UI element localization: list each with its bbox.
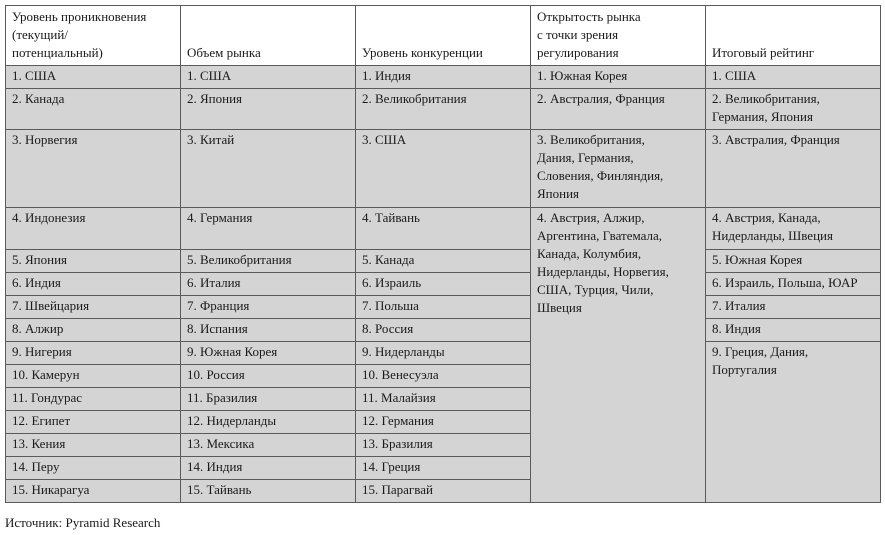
cell: 1. Южная Корея [531, 66, 706, 89]
header-penetration: Уровень проникновения (текущий/ потенциальный) [6, 6, 181, 66]
cell: 2. Великобритания [356, 89, 531, 130]
cell: 9. Южная Корея [181, 342, 356, 365]
header-row [6, 6, 881, 66]
table-row [6, 89, 881, 130]
table-row [6, 130, 881, 208]
table-row [6, 319, 881, 342]
header-regulatory-openness: Открытость рынка с точки зрения регулирования [531, 6, 706, 66]
cell-regulatory-group-4: 4. Австрия, Алжир, Аргентина, Гватемала, Канада, Колумбия, Нидерланды, Норвегия, США, Турция, Чили, Швеция [531, 208, 706, 503]
cell: 11. Бразилия [181, 388, 356, 411]
cell: 9. Нигерия [6, 342, 181, 365]
cell: 8. Индия [706, 319, 881, 342]
cell: 5. Великобритания [181, 250, 356, 273]
cell: 8. Россия [356, 319, 531, 342]
cell-final-group-9: 9. Греция, Дания, Португалия [706, 342, 881, 503]
cell: 7. Италия [706, 296, 881, 319]
table-row [6, 208, 881, 250]
cell: 7. Швейцария [6, 296, 181, 319]
cell: 2. Австралия, Франция [531, 89, 706, 130]
cell: 2. Канада [6, 89, 181, 130]
source-note: Источник: Pyramid Research [5, 515, 161, 530]
cell: 14. Перу [6, 457, 181, 480]
cell: 6. Израиль, Польша, ЮАР [706, 273, 881, 296]
cell: 13. Мексика [181, 434, 356, 457]
cell: 8. Испания [181, 319, 356, 342]
cell: 5. Южная Корея [706, 250, 881, 273]
cell: 1. США [706, 66, 881, 89]
cell: 10. Россия [181, 365, 356, 388]
cell: 15. Тайвань [181, 480, 356, 503]
cell: 2. Япония [181, 89, 356, 130]
cell: 12. Германия [356, 411, 531, 434]
header-competition: Уровень конкуренции [356, 6, 531, 66]
table-row [6, 66, 881, 89]
header-market-size: Объем рынка [181, 6, 356, 66]
cell: 2. Великобритания, Германия, Япония [706, 89, 881, 130]
table-row [6, 273, 881, 296]
cell: 15. Никарагуа [6, 480, 181, 503]
cell: 3. Китай [181, 130, 356, 208]
cell: 13. Кения [6, 434, 181, 457]
cell: 9. Нидерланды [356, 342, 531, 365]
cell: 1. США [181, 66, 356, 89]
cell: 12. Нидерланды [181, 411, 356, 434]
cell: 3. Австралия, Франция [706, 130, 881, 208]
cell: 1. США [6, 66, 181, 89]
cell: 12. Египет [6, 411, 181, 434]
header-final-rating: Итоговый рейтинг [706, 6, 881, 66]
cell: 5. Япония [6, 250, 181, 273]
rating-table [5, 5, 881, 503]
cell: 4. Индонезия [6, 208, 181, 250]
cell: 6. Италия [181, 273, 356, 296]
cell: 14. Греция [356, 457, 531, 480]
cell: 4. Австрия, Канада, Нидерланды, Швеция [706, 208, 881, 250]
cell: 4. Германия [181, 208, 356, 250]
cell: 1. Индия [356, 66, 531, 89]
table-row [6, 250, 881, 273]
table-row [6, 296, 881, 319]
cell: 6. Израиль [356, 273, 531, 296]
cell: 4. Тайвань [356, 208, 531, 250]
cell: 11. Гондурас [6, 388, 181, 411]
cell: 6. Индия [6, 273, 181, 296]
cell: 3. США [356, 130, 531, 208]
cell: 13. Бразилия [356, 434, 531, 457]
cell: 15. Парагвай [356, 480, 531, 503]
cell: 11. Малайзия [356, 388, 531, 411]
cell: 7. Франция [181, 296, 356, 319]
table-row [6, 342, 881, 365]
cell: 14. Индия [181, 457, 356, 480]
cell: 3. Великобритания, Дания, Германия, Словения, Финляндия, Япония [531, 130, 706, 208]
cell: 10. Венесуэла [356, 365, 531, 388]
cell: 10. Камерун [6, 365, 181, 388]
cell: 3. Норвегия [6, 130, 181, 208]
cell: 5. Канада [356, 250, 531, 273]
cell: 8. Алжир [6, 319, 181, 342]
cell: 7. Польша [356, 296, 531, 319]
